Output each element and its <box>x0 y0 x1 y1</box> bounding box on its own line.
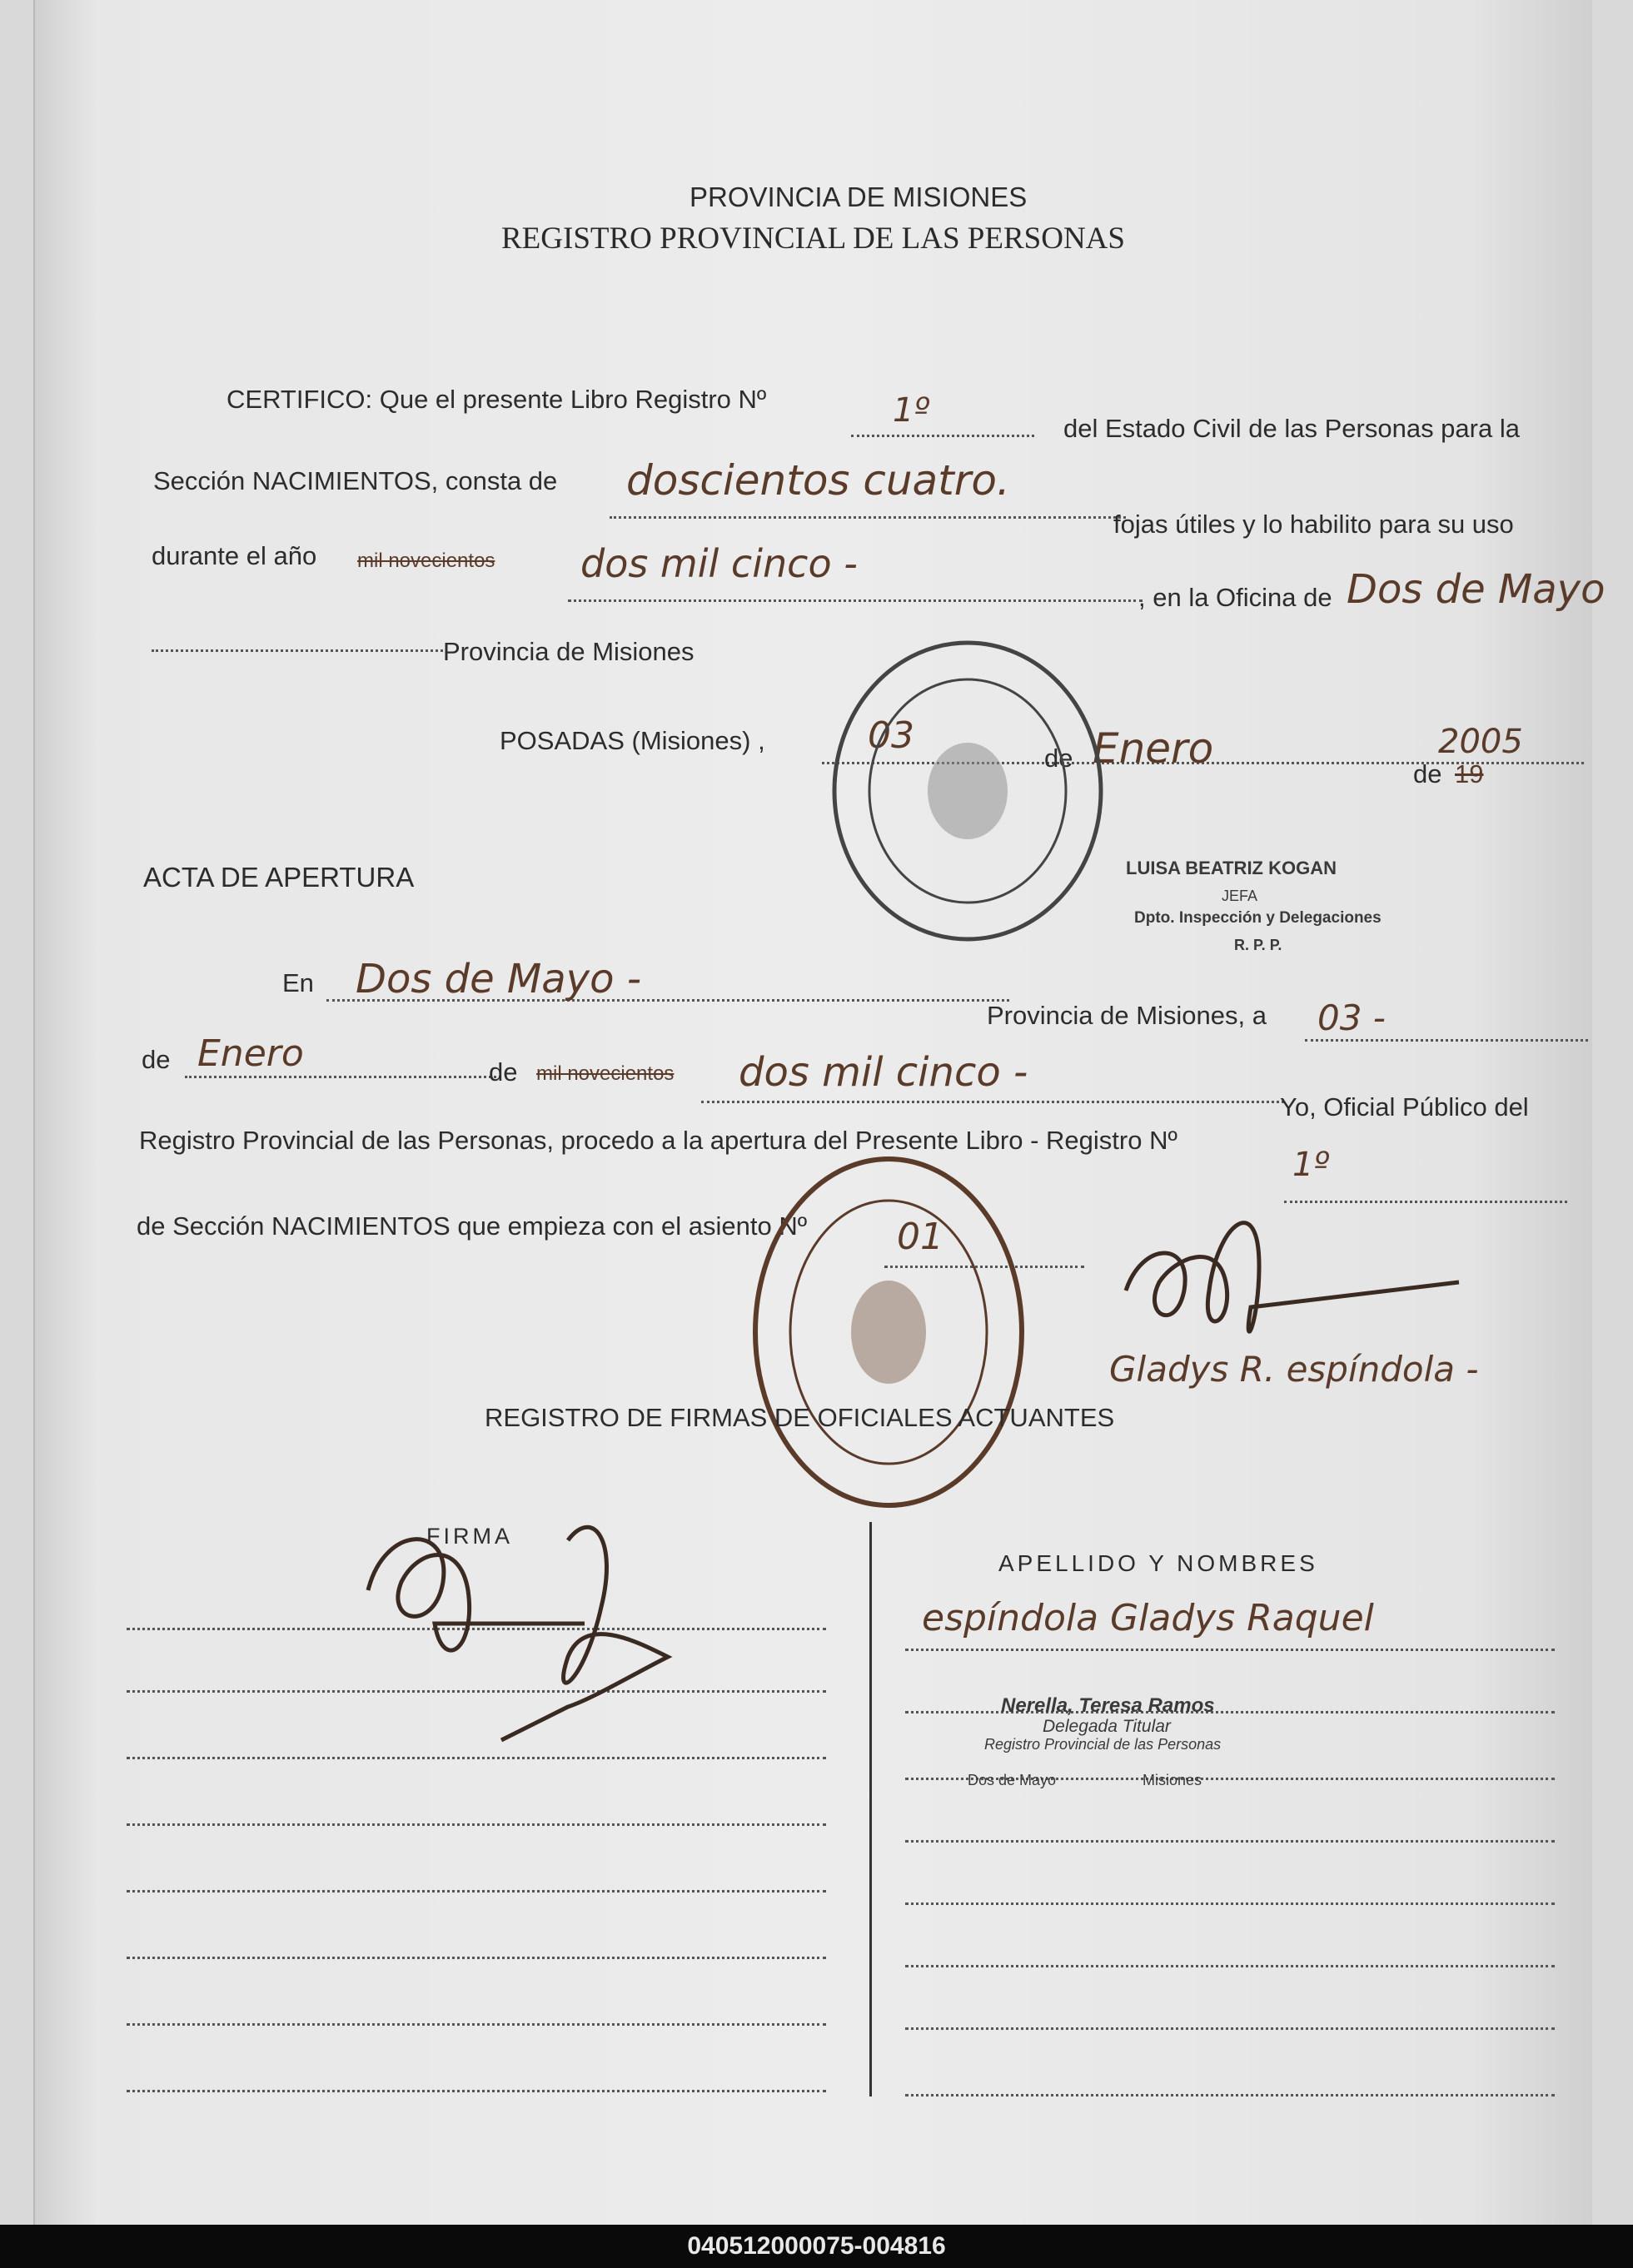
cert-line2-dots <box>610 516 1126 519</box>
registry-seal-top <box>826 633 1109 949</box>
province-heading: PROVINCIA DE MISIONES <box>690 182 1028 212</box>
names-row <box>905 2094 1555 2096</box>
stamp2-role: Delegada Titular <box>1043 1717 1171 1736</box>
cert-date-de1: de <box>1044 744 1073 773</box>
act-day: 03 - <box>1317 997 1386 1038</box>
act-province-text: Provincia de Misiones, a <box>987 1001 1267 1030</box>
cert-date-year: 2005 <box>1438 723 1523 761</box>
firma-row <box>127 1890 826 1892</box>
names-row <box>905 1649 1555 1651</box>
firma-row <box>127 1823 826 1826</box>
cert-date-struck: 19 <box>1455 759 1484 788</box>
firma-row <box>127 1957 826 1959</box>
act-section-line: de Sección NACIMIENTOS que empieza con el asiento Nº <box>137 1211 808 1241</box>
registry-heading: REGISTRO PROVINCIAL DE LAS PERSONAS <box>501 221 1125 256</box>
names-row <box>905 1965 1555 1967</box>
act-de1: de <box>142 1045 171 1074</box>
act-reg-number: 1º <box>1292 1146 1330 1184</box>
official-signature-name: Gladys R. espíndola - <box>1109 1349 1479 1390</box>
act-year: dos mil cinco - <box>739 1049 1028 1096</box>
official-stamp-dept: Dpto. Inspección y Delegaciones <box>1134 909 1382 927</box>
act-month-dots <box>185 1076 501 1078</box>
act-day-dots <box>1305 1039 1588 1042</box>
col-names-heading: APELLIDO Y NOMBRES <box>998 1550 1318 1576</box>
official-stamp-name: LUISA BEATRIZ KOGAN <box>1126 858 1337 878</box>
stamp2-name: Nerella, Teresa Ramos <box>1001 1694 1215 1717</box>
cert-year-struck: mil novecientos <box>357 550 495 572</box>
cert-line3-suffix: , en la Oficina de <box>1138 583 1332 612</box>
cert-date-month: Enero <box>1093 724 1214 773</box>
registry-seal-bottom <box>747 1149 1030 1515</box>
official-stamp-role: JEFA <box>1222 888 1258 904</box>
cert-line1-suffix: del Estado Civil de las Personas para la <box>1063 414 1520 443</box>
document-page <box>33 0 1606 2225</box>
firma-row <box>127 2023 826 2026</box>
act-year-dots <box>701 1101 1284 1103</box>
act-yo-text: Yo, Oficial Público del <box>1280 1092 1529 1122</box>
act-en: En <box>282 968 314 997</box>
act-registry-line: Registro Provincial de las Personas, procedo a la apertura del Presente Libro - Registro Nº <box>139 1126 1177 1155</box>
document-id-footer: 040512000075-004816 <box>0 2225 1633 2268</box>
cert-date-place: POSADAS (Misiones) , <box>500 726 765 755</box>
cert-year: dos mil cinco - <box>580 541 858 586</box>
stamp2-place-a: Dos de Mayo <box>968 1772 1057 1788</box>
cert-line1-prefix: CERTIFICO: Que el presente Libro Registro Nº <box>227 385 767 414</box>
stamp2-org: Registro Provincial de las Personas <box>984 1736 1222 1753</box>
cert-date-de2: de <box>1413 759 1442 788</box>
names-row <box>905 1840 1555 1843</box>
act-place: Dos de Mayo - <box>356 956 642 1002</box>
act-title: ACTA DE APERTURA <box>143 862 415 893</box>
act-month: Enero <box>197 1032 304 1075</box>
entry-name: espíndola Gladys Raquel <box>922 1597 1374 1639</box>
cert-line1-dots <box>851 435 1034 437</box>
cert-line2-prefix: Sección NACIMIENTOS, consta de <box>153 466 558 495</box>
col-firma-heading: FIRMA <box>426 1524 513 1549</box>
act-seat-number: 01 <box>897 1216 943 1258</box>
act-year-struck: mil novecientos <box>536 1062 675 1085</box>
cert-office: Dos de Mayo <box>1347 566 1606 613</box>
official-stamp-abbr: R. P. P. <box>1234 937 1282 953</box>
stamp2-place-b: Misiones <box>1143 1772 1202 1788</box>
cert-line4-dots <box>152 649 443 652</box>
cert-line2-suffix: fojas útiles y lo habilito para su uso <box>1113 510 1514 539</box>
signature-columns-divider <box>869 1522 872 2096</box>
signature-register-title: REGISTRO DE FIRMAS DE OFICIALES ACTUANTES <box>485 1403 1115 1432</box>
names-row <box>905 1902 1555 1905</box>
cert-line3-prefix: durante el año <box>152 541 317 570</box>
act-de2: de <box>489 1057 518 1087</box>
names-row <box>905 2027 1555 2030</box>
cert-line4: Provincia de Misiones <box>443 637 695 666</box>
cert-book-number: 1º <box>893 391 930 430</box>
firma-signature <box>318 1490 701 1807</box>
cert-page-count: doscientos cuatro. <box>626 456 1010 505</box>
cert-line3-dots <box>568 599 1143 602</box>
cert-date-day: 03 <box>868 714 914 757</box>
firma-row <box>127 2090 826 2092</box>
